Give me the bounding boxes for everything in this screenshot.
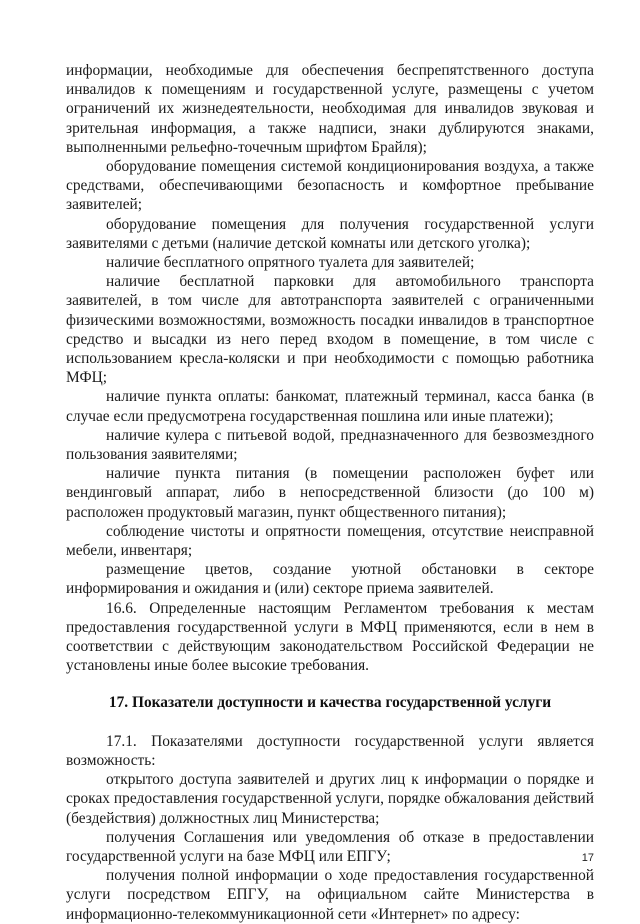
paragraph: оборудование помещения системой кондиционирования воздуха, а также средствами, обеспечивающими безопасность и комфортное пребывание заявителей;: [66, 158, 594, 214]
paragraph: наличие бесплатного опрятного туалета для заявителей;: [106, 254, 475, 272]
paragraph: наличие бесплатной парковки для автомобильного транспорта заявителей, в том числе для автотранспорта заявителей с ограниченными физическими возможностями, возможность посадки инвалидов в транспортное средство и высадки из него перед входом в помещение, в том числе с использованием кресла-коляски и при необходимости с помощью работника МФЦ;: [66, 273, 594, 387]
paragraphs-before: [66, 61, 594, 676]
paragraph: получения полной информации о ходе предоставления государственной услуги посредством ЕПГУ, на официальном сайте Министерства в информационно-телекоммуникационной сети «Интернет» по адресу:: [66, 867, 594, 923]
paragraph: наличие пункта питания (в помещении расположен буфет или вендинговый аппарат, либо в непосредственной близости (до 100 м) расположен продуктовый магазин, пункт общественного питания);: [66, 465, 594, 521]
paragraph: информации, необходимые для обеспечения беспрепятственного доступа инвалидов к помещениям и государственной услуге, размещены с учетом ограничений их жизнедеятельности, необходимая для инвалидов звуковая и зрительная информация, а также надписи, знаки дублируются знаками, выполненными рельефно-точечным шрифтом Брайля);: [66, 62, 594, 156]
paragraph: соблюдение чистоты и опрятности помещения, отсутствие неисправной мебели, инвентаря;: [66, 522, 594, 560]
paragraph: наличие пункта оплаты: банкомат, платежный терминал, касса банка (в случае если предусмотрена государственная пошлина или иные платежи);: [66, 388, 594, 425]
paragraph: 16.6. Определенные настоящим Регламентом требования к местам предоставления государственной услуги в МФЦ применяются, если в нем в соответствии с действующим законодательством Российской Федерации не установлены иные более высокие требования.: [66, 599, 594, 675]
paragraph: открытого доступа заявителей и других лиц к информации о порядке и сроках предоставления государственной услуги, порядке обжалования действий (бездействия) должностных лиц Министерства;: [66, 771, 594, 827]
paragraph: наличие кулера с питьевой водой, предназначенного для безвозмездного пользования заявителями;: [66, 426, 594, 464]
paragraph: получения Соглашения или уведомления об отказе в предоставлении государственной услуги на базе МФЦ или ЕПГУ;: [66, 828, 594, 865]
paragraph: 17.1. Показателями доступности государственной услуги является возможность:: [66, 732, 594, 769]
paragraph: оборудование помещения для получения государственной услуги заявителями с детьми (наличие детской комнаты или детского уголка);: [66, 215, 594, 252]
page-body: [66, 61, 594, 924]
paragraphs-after: [66, 732, 594, 924]
page-number: 17: [581, 852, 594, 864]
paragraph: размещение цветов, создание уютной обстановки в секторе информирования и ожидания и (или) секторе приема заявителей.: [66, 561, 594, 598]
section-heading: 17. Показатели доступности и качества государственной услуги: [108, 693, 552, 711]
